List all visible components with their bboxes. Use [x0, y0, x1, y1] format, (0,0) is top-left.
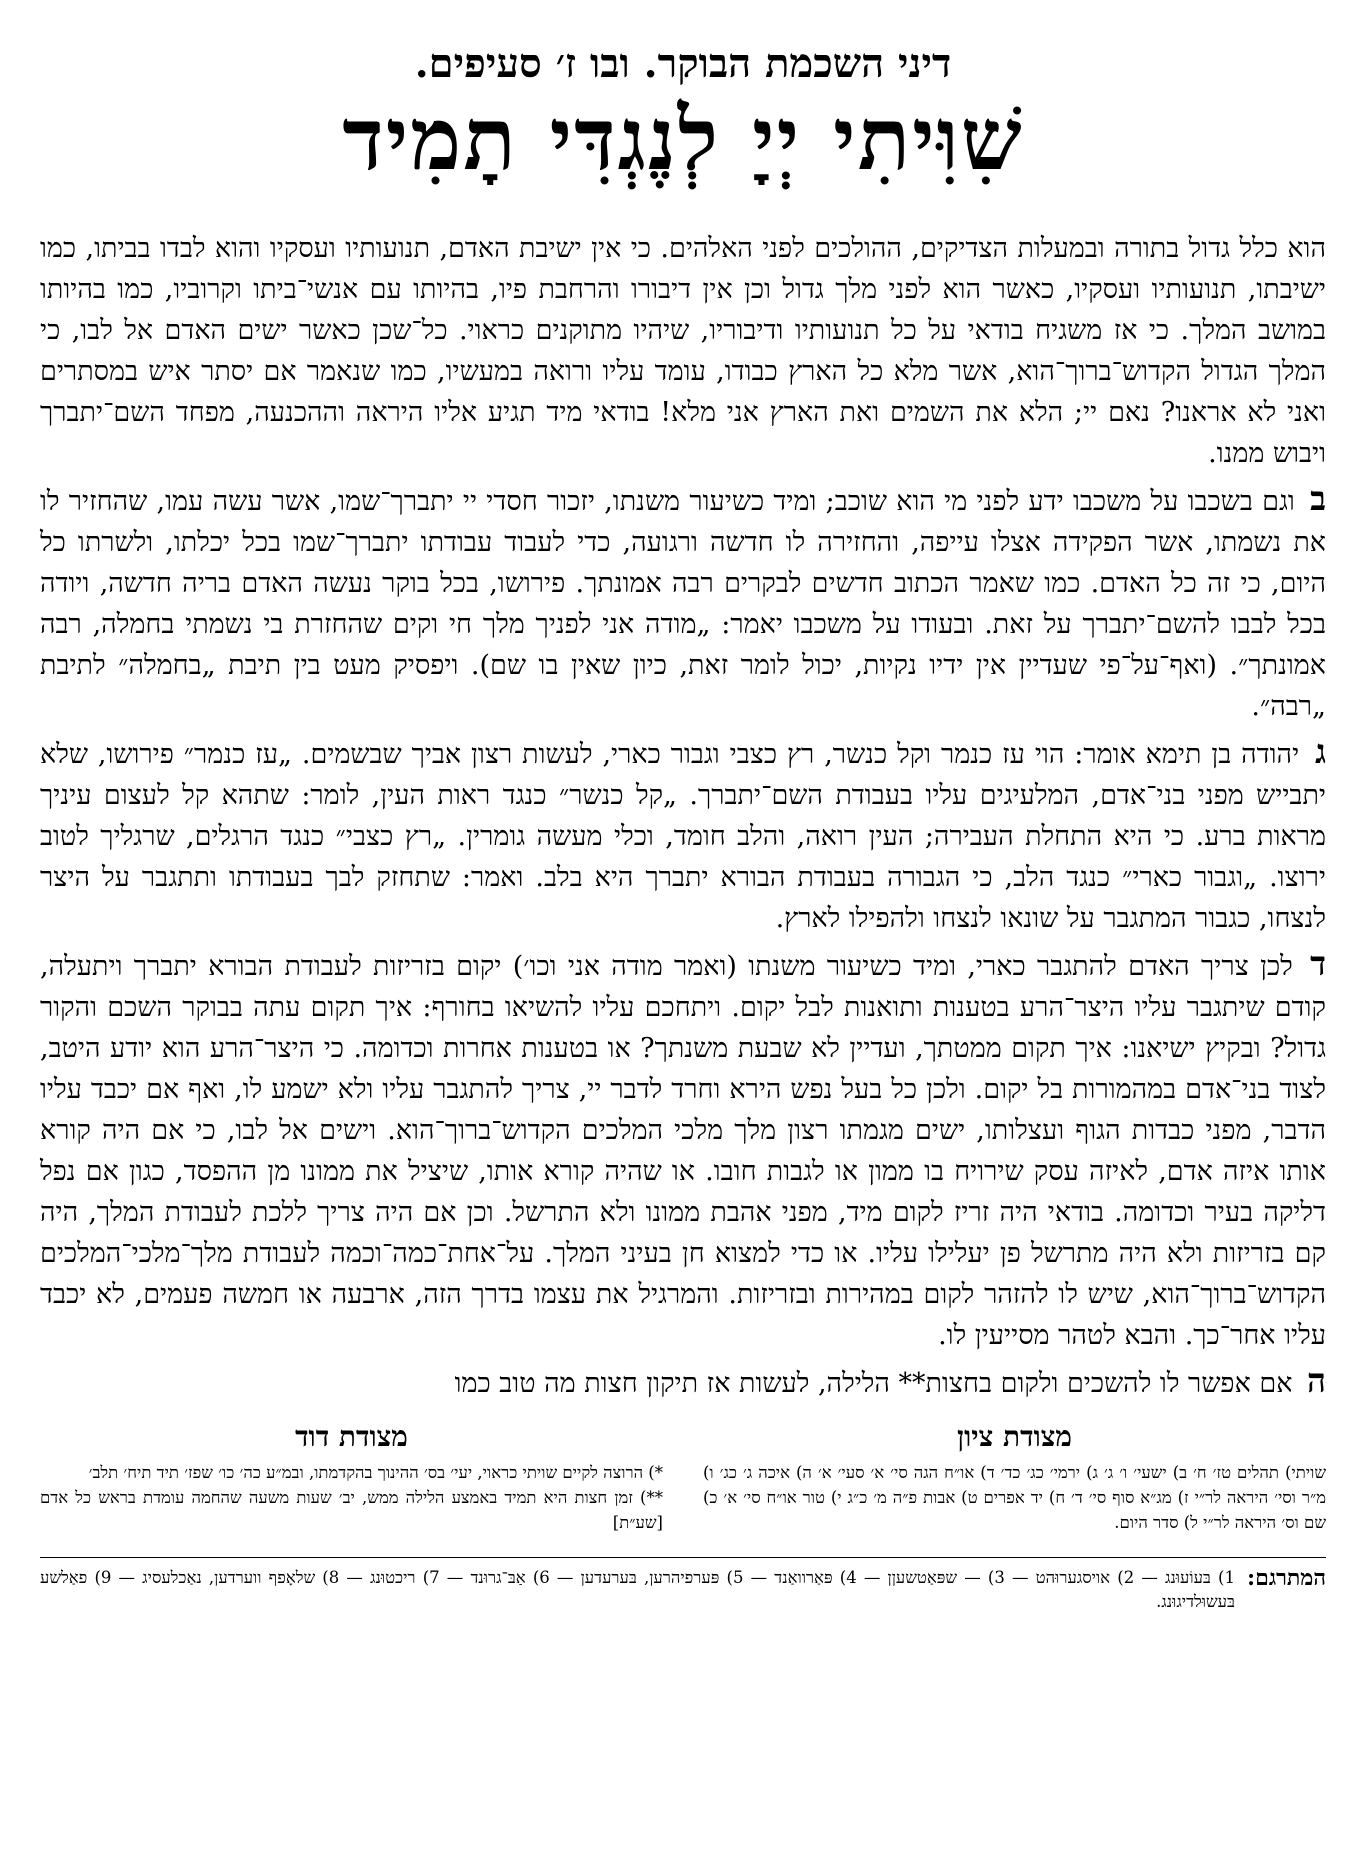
paragraph-3 — [40, 731, 1326, 939]
translator-text: 1) בּעוֹעוּנג — 2) אויסגערוּהט — 3) — שפּאַטשעןן — 4) פּאַרוואַנד — 5) פּערפיהרען, בּערעדען — 6) אַבּ־גרוּנד — 7) ריכטוּנג — 8) שלאָפף ווערדען, נאַכלעסיג — 9) פאַלשע בּעשוּלדיגוּנג. — [40, 1567, 1235, 1611]
paragraph-5 — [40, 1360, 1326, 1404]
metzudat-zion-title: מצודת ציון — [956, 1419, 1073, 1453]
page — [40, 40, 1326, 1840]
metzudat-david-title: מצודת דוד — [295, 1419, 408, 1453]
paragraph-1 — [40, 228, 1326, 474]
paragraph-2-text: וגם בשכבו על משכבו ידע לפני מי הוא שוכב; ומיד כשיעור משנתו, יזכור חסדי יי יתברך־שמו, אשר עשה עמו, שהחזיר לו את נשמתו, אשר הפקידה אצלו עייפה, והחזירה לו חדשה ורגועה, כדי לעבוד עבודתו יתברך־שמו בכל יכלתו, ולשרתו כל היום, כי זה כל האדם. כמו שאמר הכתוב חדשים לבקרים רבה אמונתך. פירושו, בכל בוקר נעשה האדם בריה חדשה, ויודה בכל לבבו להשם־יתברך על זאת. ובעודו על משכבו יאמר: „מודה אני לפניך מלך חי וקים שהחזרת בי נשמתי בחמלה, רבה אמונתך״. (ואף־על־פי שעדיין אין ידיו נקיות, יכול לומר זאת, כיון שאין בו שם). ויפסיק מעט בין תיבת „בחמלה״ לתיבת „רבה״. — [40, 485, 1326, 722]
translator-notes — [40, 1566, 1326, 1614]
translator-label: המתרגם: — [1246, 1564, 1326, 1591]
page-title: שִׁוִּיתִי יְיָ לְנֶגְדִּי תָמִיד — [342, 89, 1024, 190]
paragraph-2-letter: ב — [1310, 478, 1326, 518]
metzudat-david-note-1: *) הרוצה לקיים שויתי כראוי, יעי׳ בס׳ ההינוך בהקדמתו, ובמ״ע כה׳ כו׳ שפז׳ תיד תיח׳ תלב׳ — [88, 1462, 663, 1482]
paragraph-5-text: אם אפשר לו להשכים ולקום בחצות** הלילה, לעשות אז תיקון חצות מה טוב כמו — [454, 1367, 1293, 1399]
metzudat-zion-text: שויתי) תהלים טז׳ ח׳ ב) ישעי׳ ו׳ ג׳ ג) ירמי׳ כג׳ כד׳ ד) או״ח הגה סי׳ א׳ סעי׳ א׳ ה) איכה ג׳ כג׳ ו) מ״ר וסי׳ היראה לר״י ז) מג״א סוף סי׳ ד׳ ח) יד אפרים ט) אבות פ״ה מ׳ כ״ג י) טור או״ח סי׳ א׳ כ) שם וס׳ היראה לר״י ל) סדר היום. — [703, 1462, 1326, 1532]
metzudat-zion-column — [703, 1420, 1326, 1535]
paragraph-4-text: לכן צריך האדם להתגבר כארי, ומיד כשיעור משנתו (ואמר מודה אני וכו׳) יקום בזריזות לעבודת הבורא יתברך ויתעלה, קודם שיתגבר עליו היצר־הרע בטענות ותואנות לבל יקום. ויתחכם עליו להשיאו בחורף: איך תקום עתה בבוקר השכם והקור גדול? ובקיץ ישיאנו: איך תקום ממטתך, ועדיין לא שבעת משנתך? או בטענות אחרות וכדומה. כי היצר־הרע הוא יודע היטב, לצוד בני־אדם במהמורות בל יקום. ולכן כל בעל נפש הירא וחרד לדבר יי, צריך להתגבר עליו ולא ישמע לו, ואף אם יכבד עליו הדבר, מפני כבדות הגוף ועצלותו, ישים מגמתו רצון מלך מלכי המלכים הקדוש־ברוך־הוא. וישים אל לבו, כי אם היה קורא אותו איזה אדם, לאיזה עסק שירויח בו ממון או לגבות חובו. או שהיה קורא אותו, שיציל את ממונו מן ההפסד, כגון אם נפל דליקה בעיר וכדומה. בודאי היה זריז לקום מיד, מפני אהבת ממונו ולא התרשל. וכן אם היה צריך ללכת לעבודת המלך, היה קם בזריזות ולא היה מתרשל פן יעלילו עליו. או כדי למצוא חן בעיני המלך. על־אחת־כמה־וכמה לעבודת מלך־מלכי־המלכים הקדוש־ברוך־הוא, שיש לו להזהר לקום במהירות ובזריזות. והמרגיל את עצמו בדרך הזה, ארבעה או חמשה פעמים, לא יכבד עליו אחר־כך. והבא לטהר מסייעין לו. — [40, 950, 1326, 1351]
metzudat-david-column — [40, 1420, 663, 1535]
paragraph-1-text: הוא כלל גדול בתורה ובמעלות הצדיקים, ההולכים לפני האלהים. כי אין ישיבת האדם, תנועותיו ועסקיו והוא לבדו בביתו, כמו ישיבתו, תנועותיו ועסקיו, כאשר הוא לפני מלך גדול וכן אין דיבורו והרחבת פיו, בהיותו עם אנשי־ביתו וקרוביו, כמו בהיותו במושב המלך. כי אז משגיח בודאי על כל תנועותיו ודיבוריו, שיהיו מתוקנים כראוי. כל־שכן כאשר ישים האדם אל לבו, כי המלך הגדול הקדוש־ברוך־הוא, אשר מלא כל הארץ כבודו, עומד עליו ורואה במעשיו, כמו שנאמר אם יסתר איש במסתרים ואני לא אראנו? נאם יי; הלא את השמים ואת הארץ אני מלא! בודאי מיד תגיע אליו היראה וההכנעה, מפחד השם־יתברך ויבוש ממנו. — [40, 232, 1326, 469]
paragraph-3-letter: ג — [1315, 731, 1326, 771]
divider — [40, 1557, 1326, 1558]
metzudat-david-note-2: **) זמן חצות היא תמיד באמצע הלילה ממש, יב׳ שעות משעה שהחמה עומדת בראש כל אדם [שע״ת] — [40, 1487, 663, 1532]
paragraph-2 — [40, 478, 1326, 727]
paragraph-3-text: יהודה בן תימא אומר: הוי עז כנמר וקל כנשר, רץ כצבי וגבור כארי, לעשות רצון אביך שבשמים. „עז כנמר״ פירושו, שלא יתבייש מפני בני־אדם, המלעיגים עליו בעבודת השם־יתברך. „קל כנשר״ כנגד ראות העין, לומר: שתהא קל לעצום עיניך מראות ברע. כי היא התחלת העבירה; העין רואה, והלב חומד, וכלי מעשה גומרין. „רץ כצבי״ כנגד הרגלים, שרגליך לטוב ירוצו. „וגבור כארי״ כנגד הלב, כי הגבורה בעבודת הבורא יתברך היא בלב. ואמר: שתחזק לבך בעבודתו ותתגבר על היצר לנצחו, כגבור המתגבר על שונאו לנצחו ולהפילו לארץ. — [40, 738, 1326, 934]
main-text — [40, 228, 1326, 1404]
chapter-header: דיני השכמת הבוקר. ובו ז׳ סעיפים. — [414, 40, 952, 87]
paragraph-4-letter: ד — [1310, 943, 1326, 983]
paragraph-4 — [40, 943, 1326, 1356]
commentary-columns — [40, 1420, 1326, 1535]
paragraph-5-letter: ה — [1307, 1360, 1326, 1400]
